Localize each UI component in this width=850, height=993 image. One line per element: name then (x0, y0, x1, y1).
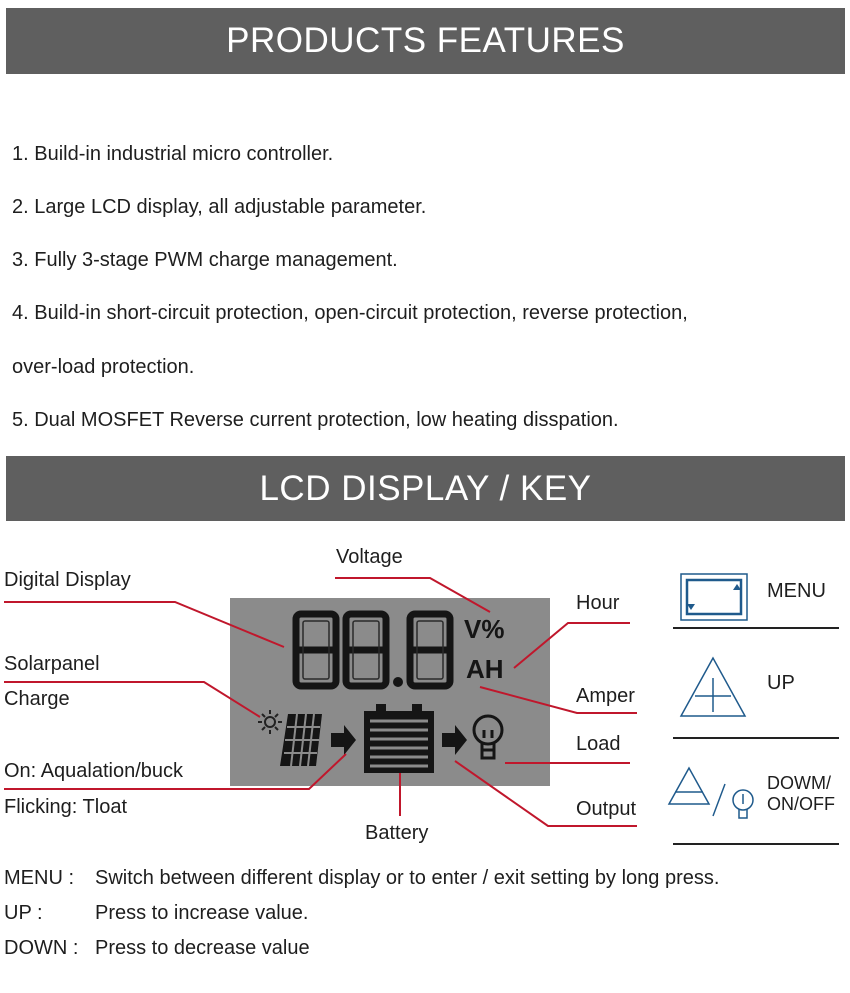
lcd-unit-ah: AH (466, 654, 504, 684)
lcd-unit-vpercent: V% (464, 614, 505, 644)
label-flicking: Flicking: Tloat (4, 796, 128, 818)
label-digital-display: Digital Display (4, 569, 131, 591)
desc-down-text: Press to decrease value (95, 937, 310, 959)
battery-icon (364, 704, 434, 773)
feature-item-2: 2. Large LCD display, all adjustable parameter. (12, 196, 427, 218)
label-voltage: Voltage (336, 546, 403, 568)
power-bulb-icon (733, 790, 753, 818)
menu-key-icon[interactable] (681, 574, 747, 620)
feature-item-5: 5. Dual MOSFET Reverse current protection, low heating disspation. (12, 409, 619, 431)
desc-down-key: DOWN : (4, 937, 79, 959)
lcd-decimal-point (393, 677, 403, 687)
up-key-icon[interactable] (681, 658, 745, 716)
feature-item-3: 3. Fully 3-stage PWM charge management. (12, 249, 398, 271)
desc-menu-key: MENU : (4, 867, 74, 889)
lcd-banner (6, 456, 845, 521)
label-solarpanel: Solarpanel (4, 653, 100, 675)
label-amper: Amper (576, 685, 635, 707)
label-charge: Charge (4, 688, 70, 710)
label-battery: Battery (365, 822, 429, 844)
desc-up-text: Press to increase value. (95, 902, 309, 924)
key-label-down-1: DOWM/ (767, 773, 831, 793)
feature-item-4-cont: over-load protection. (12, 356, 195, 378)
desc-up-key: UP : (4, 902, 43, 924)
feature-item-1: 1. Build-in industrial micro controller. (12, 143, 334, 165)
features-title: PRODUCTS FEATURES (226, 21, 625, 60)
key-label-up: UP (767, 672, 795, 694)
key-label-down-2: ON/OFF (767, 794, 835, 814)
down-key-icon[interactable] (669, 768, 725, 816)
lcd-title: LCD DISPLAY / KEY (259, 468, 592, 508)
label-on-aqualation: On: Aqualation/buck (4, 760, 184, 782)
desc-menu-text: Switch between different display or to enter / exit setting by long press. (95, 867, 720, 889)
key-label-menu: MENU (767, 580, 826, 602)
label-load: Load (576, 733, 621, 755)
feature-item-4: 4. Build-in short-circuit protection, open-circuit protection, reverse protection, (12, 302, 688, 324)
label-hour: Hour (576, 592, 620, 614)
label-output: Output (576, 798, 637, 820)
features-banner (6, 8, 845, 74)
